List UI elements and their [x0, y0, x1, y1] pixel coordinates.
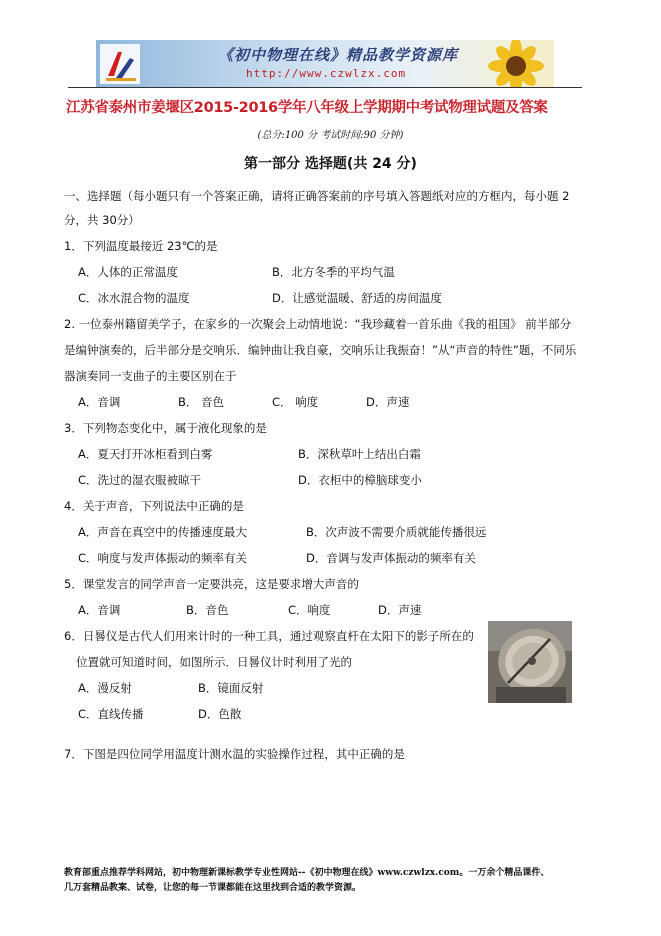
question-2-option-d: D．声速	[366, 395, 410, 409]
question-6-option-d: D．色散	[198, 707, 242, 721]
question-1-option-b: B．北方冬季的平均气温	[272, 265, 395, 279]
question-4-option-d: D．音调与发声体振动的频率有关	[306, 551, 476, 565]
question-3-option-d: D．衣柜中的樟脑球变小	[298, 473, 422, 487]
question-5-option-a: A．音调	[78, 603, 121, 617]
question-4-option-c: C．响度与发声体振动的频率有关	[78, 551, 248, 565]
sunflower-icon	[486, 40, 546, 88]
page-footer	[64, 866, 549, 896]
question-6-option-b: B．镜面反射	[198, 681, 264, 695]
question-6-stem: 位置就可知道时间，如图所示．日晷仪计时利用了光的	[76, 655, 352, 669]
question-2-stem: 是编钟演奏的，后半部分是交响乐．编钟曲让我自豪，交响乐让我振奋！”从“声音的特性”题，不同乐	[64, 343, 577, 357]
question-4-stem: 4．关于声音，下列说法中正确的是	[64, 499, 244, 513]
site-logo-icon	[100, 44, 140, 84]
question-2-stem: 2. 一位泰州籍留美学子，在家乡的一次聚会上动情地说：“我珍藏着一首乐曲《我的祖国》 前半部分	[64, 317, 572, 331]
instructions-line: 分，共 30分）	[64, 213, 140, 227]
question-3-stem: 3．下列物态变化中，属于液化现象的是	[64, 421, 267, 435]
question-4-option-b: B．次声波不需要介质就能传播很远	[306, 525, 487, 539]
question-5-option-c: C．响度	[288, 603, 331, 617]
question-4-option-a: A．声音在真空中的传播速度最大	[78, 525, 247, 539]
footer-line: 几万套精品教案、试卷，让您的每一节课都能在这里找到合适的教学资源。	[64, 883, 362, 893]
header-banner	[96, 40, 554, 88]
question-2-option-a: A．音调	[78, 395, 121, 409]
header-rule	[68, 87, 582, 88]
question-7-stem: 7．下图是四位同学用温度计测水温的实验操作过程，其中正确的是	[64, 747, 405, 761]
question-1-stem: 1．下列温度最接近 23℃的是	[64, 239, 218, 253]
question-3-option-b: B．深秋草叶上结出白霜	[298, 447, 421, 461]
question-5-stem: 5．课堂发言的同学声音一定要洪亮，这是要求增大声音的	[64, 577, 359, 591]
banner-url[interactable]: http://www.czwlzx.com	[246, 67, 407, 80]
question-5-option-d: D．声速	[378, 603, 422, 617]
instructions-line: 一、选择题（每小题只有一个答案正确，请将正确答案前的序号填入答题纸对应的方框内，每小题 2	[64, 189, 570, 203]
question-6-option-c: C．直线传播	[78, 707, 144, 721]
question-6-stem: 6．日晷仪是古代人们用来计时的一种工具，通过观察直杆在太阳下的影子所在的	[64, 629, 474, 643]
question-1-option-a: A．人体的正常温度	[78, 265, 178, 279]
question-2-stem: 器演奏同一支曲子的主要区别在于	[64, 369, 237, 383]
question-2-option-b: B． 音色	[178, 395, 225, 409]
question-1-option-d: D．让感觉温暖、舒适的房间温度	[272, 291, 442, 305]
question-3-option-c: C．洗过的湿衣服被晾干	[78, 473, 202, 487]
exam-info: (总分:100 分 考试时间:90 分钟)	[257, 130, 404, 141]
question-1-option-c: C．冰水混合物的温度	[78, 291, 190, 305]
banner-title: 《初中物理在线》精品教学资源库	[218, 46, 459, 64]
question-5-option-b: B．音色	[186, 603, 229, 617]
question-6-option-a: A．漫反射	[78, 681, 132, 695]
footer-line: 教育部重点推荐学科网站，初中物理新课标教学专业性网站--《初中物理在线》www.czwlzx.com。一万余个精品课件、	[64, 868, 550, 878]
question-2-option-c: C． 响度	[272, 395, 319, 409]
question-3-option-a: A．夏天打开冰柜看到白雾	[78, 447, 213, 461]
part-heading: 第一部分 选择题(共 24 分)	[244, 156, 417, 172]
document-title: 江苏省泰州市姜堰区2015-2016学年八年级上学期期中考试物理试题及答案	[66, 100, 548, 116]
sundial-photo	[488, 621, 572, 703]
